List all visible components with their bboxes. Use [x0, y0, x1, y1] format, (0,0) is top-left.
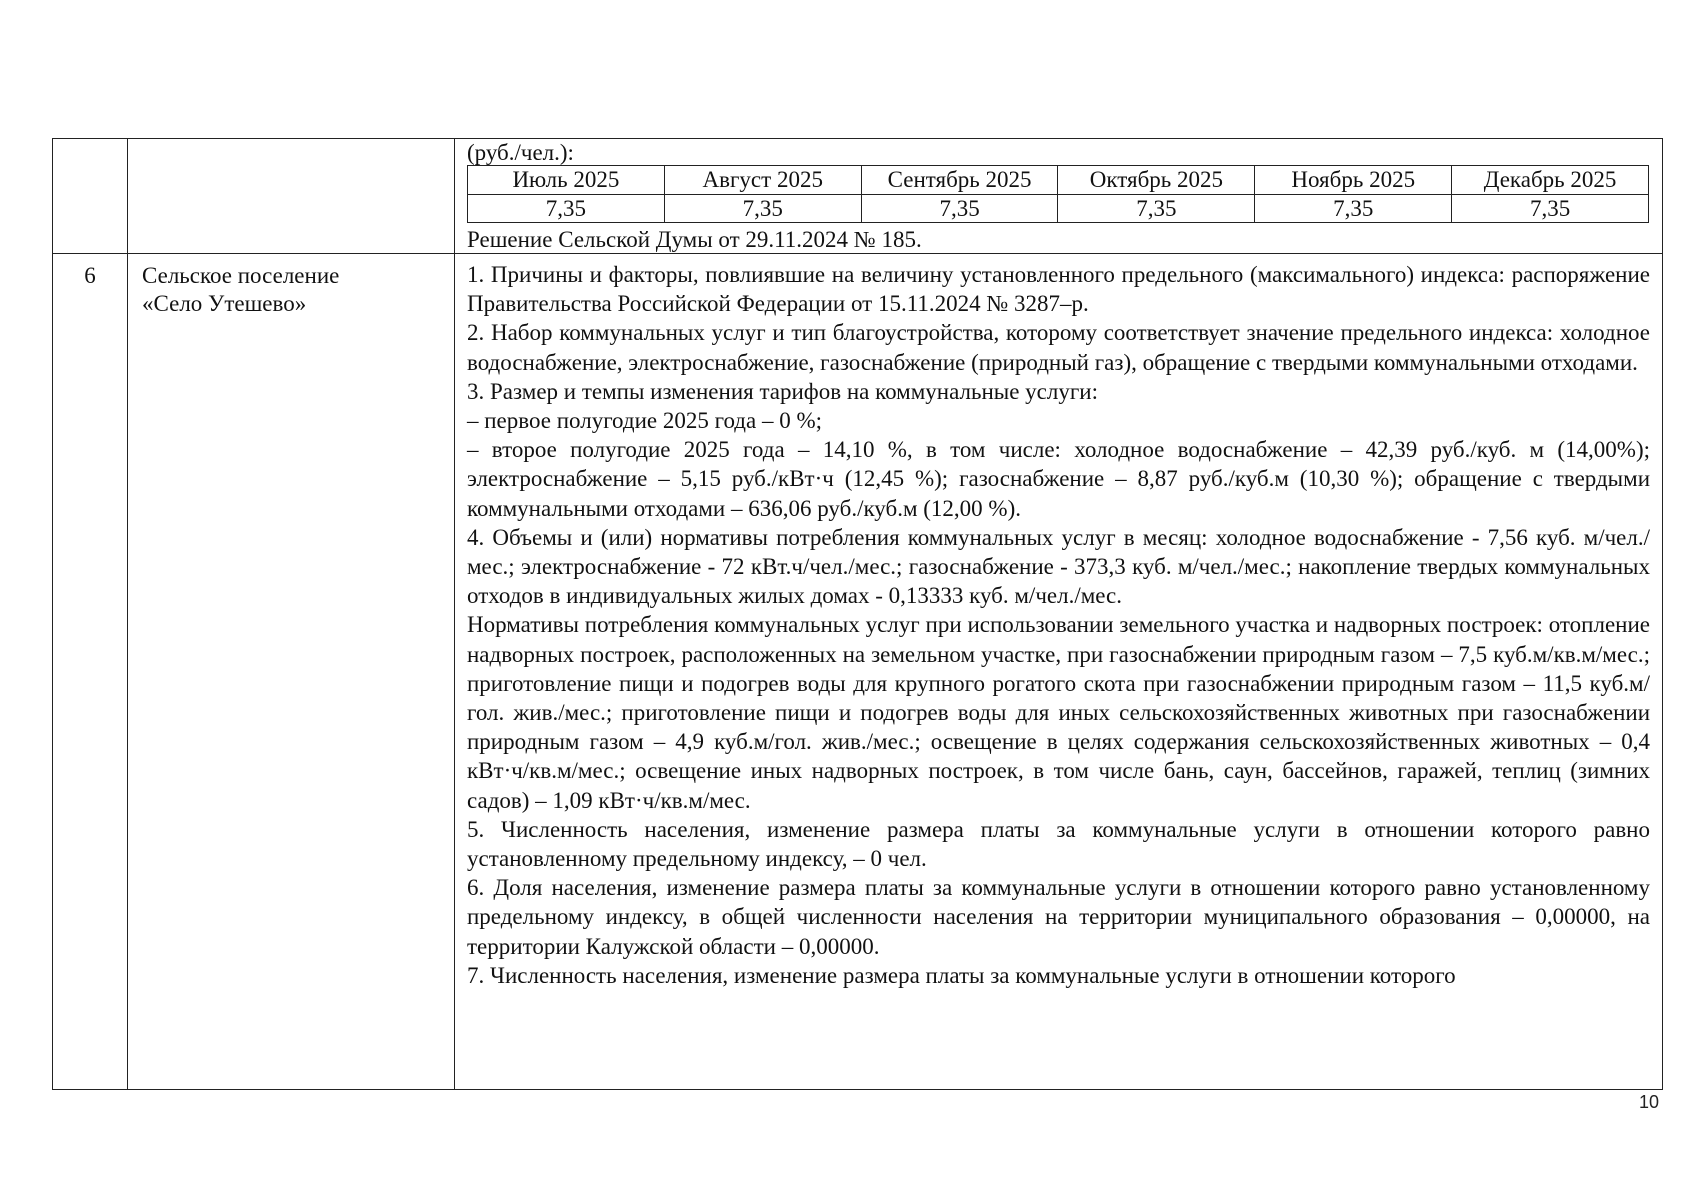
settlement-name-cell — [128, 254, 455, 1090]
settlement-name-line1: Сельское поселение — [142, 263, 340, 288]
paragraph: Нормативы потребления коммунальных услуг при использовании земельного участка и надворных построек: отопление надворных построек, расположенных на земельном участке, при газоснабжении природным газом – 7,5 куб.м/кв.м/мес.; приготовление пищи и подогрев воды для крупного рогатого скота при газоснабжении природным газом – 11,5 куб.м/гол. жив./мес.; приготовление пищи и подогрев воды для иных сельскохозяйственных животных при газоснабжении природным газом – 4,9 куб.м/гол. жив./мес.; освещение в целях содержания сельскохозяйственных животных – 0,4 кВт·ч/кв.м/мес.; освещение иных надворных построек, в том числе бань, саун, бассейнов, гаражей, теплиц (зимних садов) – 1,09 кВт·ч/кв.м/мес. — [467, 612, 1650, 813]
paragraph: 4. Объемы и (или) нормативы потребления коммунальных услуг в месяц: холодное водоснабжение - 7,56 куб. м/чел./мес.; электроснабжение - 72 кВт.ч/чел./мес.; газоснабжение - 373,3 куб. м/чел./мес.; накопление твердых коммунальных отходов в индивидуальных жилых домах - 0,13333 куб. м/чел./мес. — [467, 524, 1650, 609]
paragraph: 5. Численность населения, изменение размера платы за коммунальные услуги в отношении которого равно установленному предельному индексу, – 0 чел. — [467, 816, 1650, 872]
page-number: 10 — [1638, 1092, 1659, 1112]
months-header-row — [468, 166, 1649, 195]
month-value: 7,35 — [1058, 195, 1255, 223]
month-value: 7,35 — [861, 195, 1058, 223]
month-header: Ноябрь 2025 — [1255, 166, 1452, 195]
document-table — [52, 138, 1663, 1090]
month-header: Октябрь 2025 — [1058, 166, 1255, 195]
month-value: 7,35 — [664, 195, 861, 223]
paragraph: 3. Размер и темпы изменения тарифов на коммунальные услуги: — [467, 378, 1098, 404]
month-header: Июль 2025 — [468, 166, 665, 195]
table-row-settlement — [53, 254, 1663, 1090]
unit-line: (руб./чел.): — [467, 140, 574, 165]
settlement-content-cell — [455, 254, 1663, 1090]
month-header: Сентябрь 2025 — [861, 166, 1058, 195]
paragraph: 7. Численность населения, изменение размера платы за коммунальные услуги в отношении которого — [467, 962, 1456, 988]
paragraph: 2. Набор коммунальных услуг и тип благоустройства, которому соответствует значение предельного индекса: холодное водоснабжение, электроснабжение, газоснабжение (природный газ), обращение с твердыми коммунальными отходами. — [467, 320, 1650, 375]
paragraph: 1. Причины и факторы, повлиявшие на величину установленного предельного (максимального) индекса: распоряжение Правительства Российской Федерации от 15.11.2024 № 3287–р. — [467, 262, 1650, 317]
paragraph: 6. Доля населения, изменение размера платы за коммунальные услуги в отношении которого равно установленному предельному индексу, в общей численности населения на территории муниципального образования – 0,00000, на территории Калужской области – 0,00000. — [467, 875, 1650, 959]
month-value: 7,35 — [1255, 195, 1452, 223]
row-number: 6 — [53, 254, 128, 1090]
paragraph: – второе полугодие 2025 года – 14,10 %, в том числе: холодное водоснабжение – 42,39 руб./куб. м (14,00%); электроснабжение – 5,15 руб./кВт·ч (12,45 %); газоснабжение – 8,87 руб./куб.м (10,30 %); обращение с твердыми коммунальными отходами – 636,06 руб./куб.м (12,00 %). — [467, 437, 1650, 521]
month-header: Декабрь 2025 — [1452, 166, 1649, 195]
number-cell-empty — [53, 139, 128, 254]
values-row — [468, 195, 1649, 223]
content-cell-continuation — [455, 139, 1663, 254]
month-header: Август 2025 — [664, 166, 861, 195]
month-value: 7,35 — [468, 195, 665, 223]
monthly-fee-table — [467, 165, 1649, 223]
table-row-continuation — [53, 139, 1663, 254]
name-cell-empty — [128, 139, 455, 254]
month-value: 7,35 — [1452, 195, 1649, 223]
decision-text: Решение Сельской Думы от 29.11.2024 № 185. — [467, 227, 922, 252]
paragraph: – первое полугодие 2025 года – 0 %; — [467, 408, 823, 434]
settlement-name-line2: «Село Утешево» — [142, 291, 307, 316]
